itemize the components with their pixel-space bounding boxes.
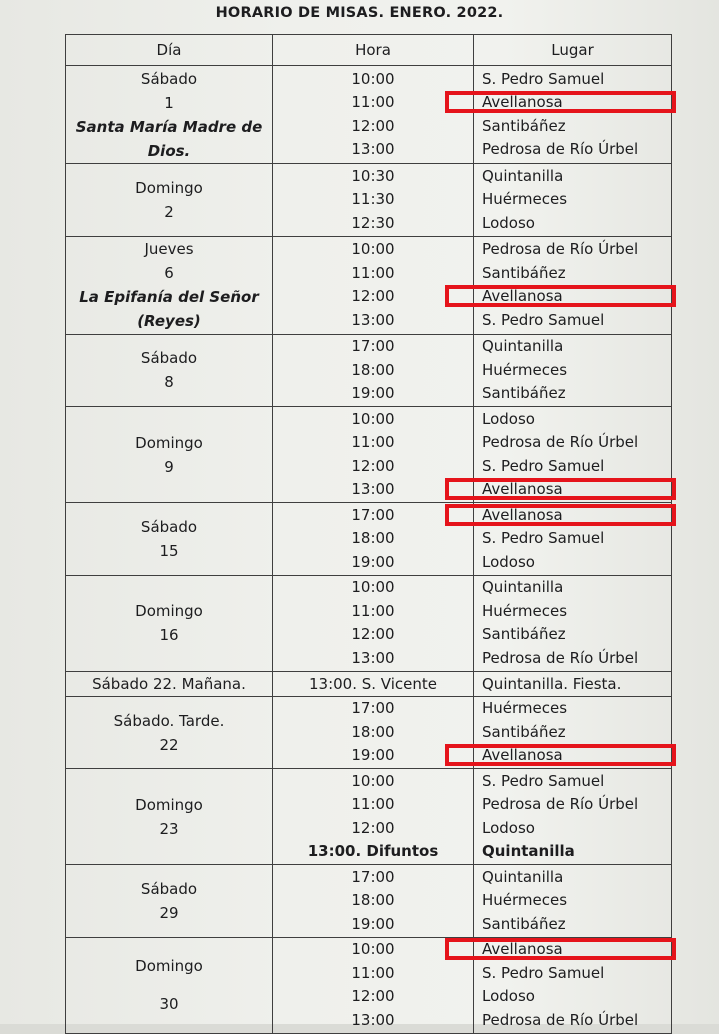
mass-place: Huérmeces <box>482 190 568 209</box>
mass-place: Lodoso <box>482 552 535 571</box>
day-label: 9 <box>164 457 174 476</box>
mass-time: 11:00 <box>351 93 395 112</box>
day-label: Sábado <box>140 880 198 899</box>
mass-time: 19:00 <box>351 746 395 765</box>
mass-place: S. Pedro Samuel <box>482 456 605 475</box>
mass-place: Lodoso <box>482 987 535 1006</box>
feast-label: Santa María Madre de <box>75 117 263 136</box>
mass-place: S. Pedro Samuel <box>482 529 605 548</box>
schedule-row <box>66 334 672 406</box>
column-header-hour: Hora <box>273 35 474 66</box>
place-cell: Quintanilla. Fiesta. <box>474 671 672 696</box>
mass-time: 10:30 <box>351 166 395 185</box>
mass-time: 10:00 <box>351 771 395 790</box>
day-cell <box>66 696 273 768</box>
mass-time: 17:00 <box>351 505 395 524</box>
day-label: Jueves <box>144 240 194 259</box>
mass-place: Lodoso <box>482 213 535 232</box>
mass-time: 10:00 <box>351 240 395 259</box>
feast-label: Dios. <box>147 141 191 160</box>
day-label: 15 <box>159 541 179 560</box>
schedule-row <box>66 696 672 768</box>
mass-time: 12:00 <box>351 287 395 306</box>
hour-cell <box>273 503 474 575</box>
mass-time: 18:00 <box>351 360 395 379</box>
mass-place: Huérmeces <box>482 699 568 718</box>
day-cell <box>66 407 273 503</box>
place-cell <box>474 865 672 937</box>
mass-time: 10:00 <box>351 578 395 597</box>
day-label: Domingo <box>135 795 203 814</box>
place-cell <box>474 407 672 503</box>
mass-time: 12:00 <box>351 116 395 135</box>
mass-place: Avellanosa <box>482 744 671 768</box>
mass-time: 18:00 <box>351 891 395 910</box>
schedule-row <box>66 236 672 334</box>
hour-cell <box>273 66 474 164</box>
day-label: Sábado <box>140 69 198 88</box>
place-cell <box>474 696 672 768</box>
mass-time: 18:00 <box>351 722 395 741</box>
hour-cell <box>273 407 474 503</box>
feast-label: (Reyes) <box>137 312 201 331</box>
day-cell <box>66 575 273 671</box>
day-cell <box>66 236 273 334</box>
mass-place: Pedrosa de Río Úrbel <box>482 240 639 259</box>
day-label: Domingo <box>135 957 203 976</box>
place-cell <box>474 164 672 236</box>
mass-place: Quintanilla <box>482 578 564 597</box>
red-highlight-box <box>445 744 676 766</box>
mass-time: 19:00 <box>351 914 395 933</box>
mass-time: 11:00 <box>351 963 395 982</box>
mass-place: Quintanilla <box>482 337 564 356</box>
mass-place: Pedrosa de Río Úrbel <box>482 433 639 452</box>
column-header-day: Día <box>66 35 273 66</box>
mass-place: S. Pedro Samuel <box>482 771 605 790</box>
mass-time: 13:00 <box>351 648 395 667</box>
red-highlight-box <box>445 91 676 113</box>
mass-time: 13:00. Difuntos <box>307 842 439 861</box>
mass-time: 19:00 <box>351 552 395 571</box>
mass-time: 11:00 <box>351 263 395 282</box>
mass-time: 19:00 <box>351 384 395 403</box>
schedule-row <box>66 937 672 1033</box>
place-cell <box>474 334 672 406</box>
mass-place: Santibáñez <box>482 625 566 644</box>
mass-place: Avellanosa <box>482 91 671 115</box>
mass-place: Avellanosa <box>482 504 671 528</box>
red-highlight-box <box>445 285 676 307</box>
day-cell <box>66 164 273 236</box>
hour-cell <box>273 865 474 937</box>
mass-place: Pedrosa de Río Úrbel <box>482 795 639 814</box>
mass-place: S. Pedro Samuel <box>482 310 605 329</box>
day-cell <box>66 334 273 406</box>
column-header-place: Lugar <box>474 35 672 66</box>
mass-place: S. Pedro Samuel <box>482 69 605 88</box>
document-title: HORARIO DE MISAS. ENERO. 2022. <box>215 5 504 21</box>
mass-place: Santibáñez <box>482 722 566 741</box>
place-cell <box>474 503 672 575</box>
mass-place: Avellanosa <box>482 285 671 309</box>
schedule-row <box>66 164 672 236</box>
mass-time: 10:00 <box>351 940 395 959</box>
day-label: 2 <box>164 202 174 221</box>
place-cell <box>474 66 672 164</box>
mass-place: Pedrosa de Río Úrbel <box>482 140 639 159</box>
mass-place: Lodoso <box>482 409 535 428</box>
red-highlight-box <box>445 504 676 526</box>
day-label: 30 <box>159 995 179 1014</box>
schedule-row <box>66 671 672 696</box>
mass-place: Quintanilla <box>482 166 564 185</box>
mass-time: 13:00 <box>351 480 395 499</box>
mass-place: Quintanilla <box>482 867 564 886</box>
place-cell <box>474 937 672 1033</box>
mass-place: Pedrosa de Río Úrbel <box>482 648 639 667</box>
mass-place: Santibáñez <box>482 116 566 135</box>
mass-place: Santibáñez <box>482 384 566 403</box>
hour-cell <box>273 696 474 768</box>
mass-time: 10:00 <box>351 69 395 88</box>
mass-place: Quintanilla <box>482 842 575 861</box>
schedule-row <box>66 407 672 503</box>
day-label: Domingo <box>135 178 203 197</box>
mass-time: 17:00 <box>351 867 395 886</box>
mass-schedule-table <box>65 34 672 1034</box>
day-label <box>66 978 272 992</box>
mass-time: 12:00 <box>351 987 395 1006</box>
red-highlight-box <box>445 938 676 960</box>
mass-time: 11:00 <box>351 433 395 452</box>
day-cell <box>66 503 273 575</box>
mass-place: Huérmeces <box>482 891 568 910</box>
day-cell <box>66 937 273 1033</box>
schedule-row <box>66 865 672 937</box>
day-label: Sábado <box>140 349 198 368</box>
mass-place: Santibáñez <box>482 263 566 282</box>
day-label: Sábado. Tarde. <box>113 711 225 730</box>
hour-cell <box>273 334 474 406</box>
mass-place: Avellanosa <box>482 478 671 502</box>
day-label: Domingo <box>135 433 203 452</box>
hour-cell <box>273 164 474 236</box>
place-cell <box>474 769 672 865</box>
place-cell <box>474 236 672 334</box>
place-cell <box>474 575 672 671</box>
day-cell <box>66 66 273 164</box>
schedule-row <box>66 503 672 575</box>
mass-place: S. Pedro Samuel <box>482 963 605 982</box>
mass-time: 12:30 <box>351 213 395 232</box>
hour-cell <box>273 937 474 1033</box>
mass-place: Huérmeces <box>482 601 568 620</box>
feast-label: La Epifanía del Señor <box>79 288 259 307</box>
day-label: Sábado <box>140 517 198 536</box>
hour-cell <box>273 769 474 865</box>
mass-time: 11:30 <box>351 190 395 209</box>
mass-time: 17:00 <box>351 699 395 718</box>
day-label: 16 <box>159 626 179 645</box>
mass-place: Santibáñez <box>482 914 566 933</box>
day-cell <box>66 865 273 937</box>
mass-time: 11:00 <box>351 795 395 814</box>
mass-time: 12:00 <box>351 818 395 837</box>
mass-place: Huérmeces <box>482 360 568 379</box>
mass-time: 18:00 <box>351 529 395 548</box>
hour-cell <box>273 236 474 334</box>
hour-cell: 13:00. S. Vicente <box>273 671 474 696</box>
mass-place: Lodoso <box>482 818 535 837</box>
day-cell: Sábado 22. Mañana. <box>66 671 273 696</box>
mass-place: Pedrosa de Río Úrbel <box>482 1010 639 1029</box>
mass-time: 11:00 <box>351 601 395 620</box>
hour-cell <box>273 575 474 671</box>
day-cell <box>66 769 273 865</box>
mass-time: 13:00 <box>351 1010 395 1029</box>
schedule-row <box>66 769 672 865</box>
day-label: 8 <box>164 373 174 392</box>
mass-time: 13:00 <box>351 310 395 329</box>
day-label: 23 <box>159 819 179 838</box>
day-label: 29 <box>159 904 179 923</box>
day-label: 22 <box>159 735 179 754</box>
day-label: Domingo <box>135 602 203 621</box>
day-label: 6 <box>164 264 174 283</box>
table-header-row <box>66 35 672 66</box>
day-label: 1 <box>164 93 174 112</box>
schedule-row <box>66 575 672 671</box>
mass-time: 12:00 <box>351 456 395 475</box>
mass-time: 17:00 <box>351 337 395 356</box>
mass-time: 12:00 <box>351 625 395 644</box>
mass-place: Avellanosa <box>482 938 671 962</box>
mass-time: 13:00 <box>351 140 395 159</box>
red-highlight-box <box>445 478 676 500</box>
mass-time: 10:00 <box>351 409 395 428</box>
schedule-row <box>66 66 672 164</box>
